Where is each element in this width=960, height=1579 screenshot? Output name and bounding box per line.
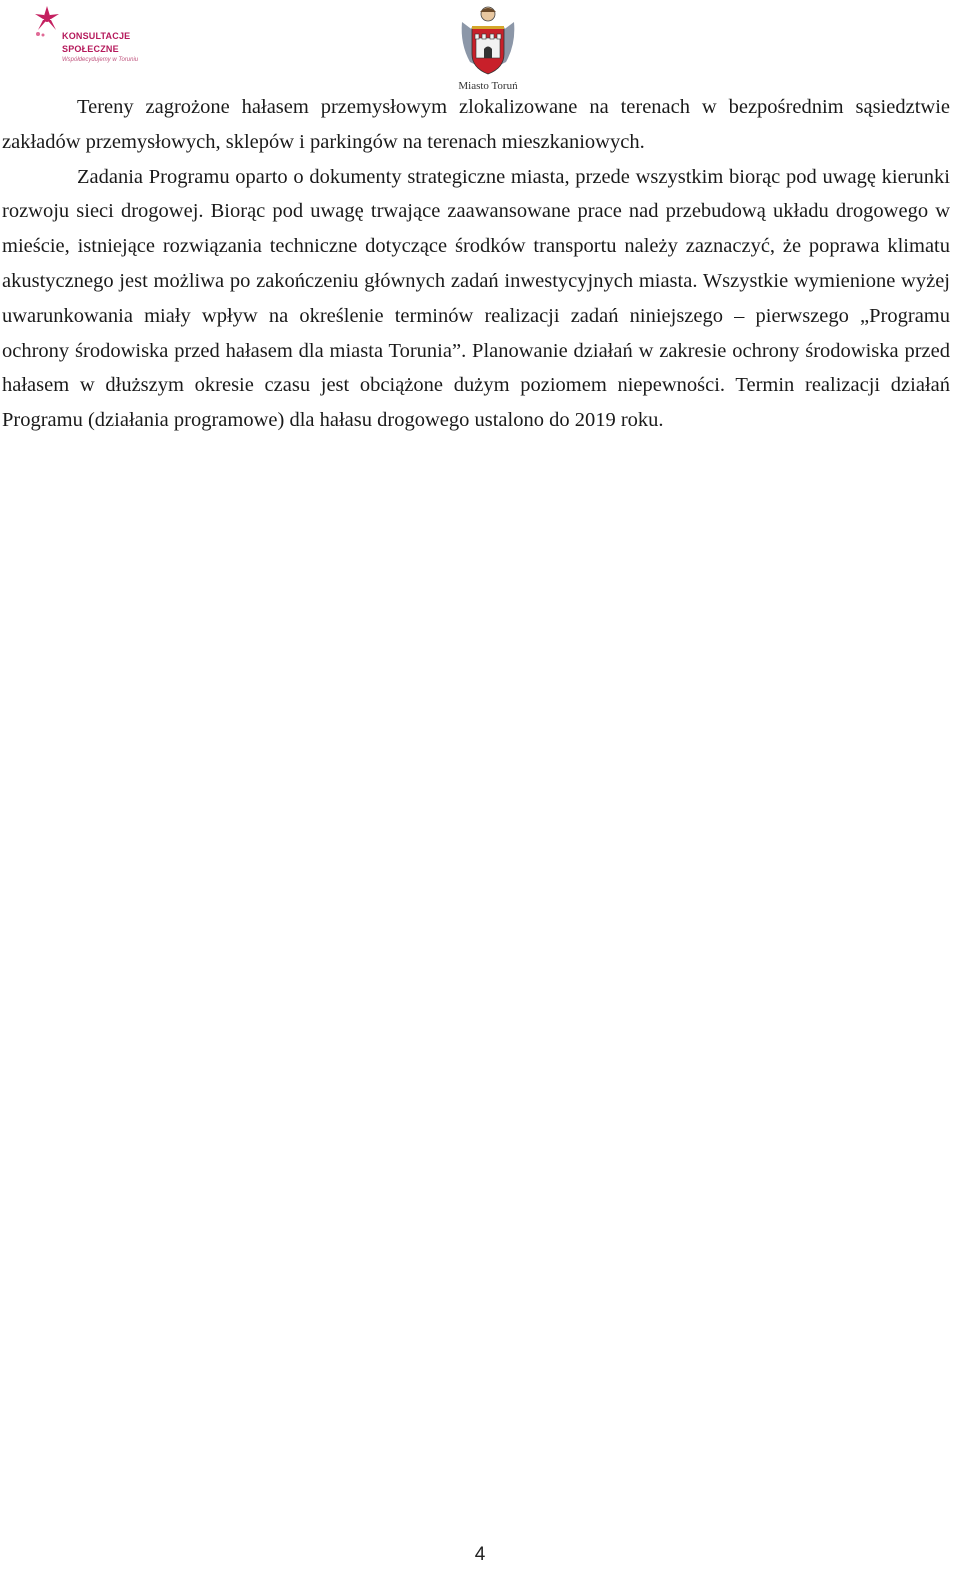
paragraph-industrial-noise: Tereny zagrożone hałasem przemysłowym zlokalizowane na terenach w bezpośrednim sąsiedztwie zakładów przemysłowych, sklepów i parkingów na terenach mieszkaniowych. [2, 96, 950, 153]
konsultacje-spoleczne-logo [32, 4, 144, 66]
logo-caption: Miasto Toruń [458, 80, 518, 92]
document-body [2, 90, 950, 438]
miasto-torun-logo [452, 4, 524, 94]
torun-coat-of-arms-icon [458, 4, 518, 78]
logo-line-spoleczne: SPOŁECZNE [62, 44, 119, 54]
logo-tagline: Współdecydujemy w Toruniu [62, 57, 139, 63]
logo-line-konsultacje: KONSULTACJE [62, 31, 131, 41]
flower-icon [32, 4, 62, 38]
page-number: 4 [474, 1544, 486, 1565]
paragraph-program-tasks: Zadania Programu oparto o dokumenty strategiczne miasta, przede wszystkim biorąc pod uwagę kierunki rozwoju sieci drogowej. Biorąc pod uwagę trwające zaawansowane prace nad przebudową układu drogowego w mieście, istniejące rozwiązania techniczne dotyczące środków transportu należy zaznaczyć, że poprawa klimatu akustycznego jest możliwa po zakończeniu głównych zadań inwestycyjnych miasta. Wszystkie wymienione wyżej uwarunkowania miały wpływ na określenie terminów realizacji zadań niniejszego – pierwszego „Programu ochrony środowiska przed hałasem dla miasta Torunia”. Planowanie działań w zakresie ochrony środowiska przed hałasem w dłuższym okresie czasu jest obciążone dużym poziomem niepewności. Termin realizacji działań Programu (działania programowe) dla hałasu drogowego ustalono do 2019 roku. [2, 165, 950, 432]
